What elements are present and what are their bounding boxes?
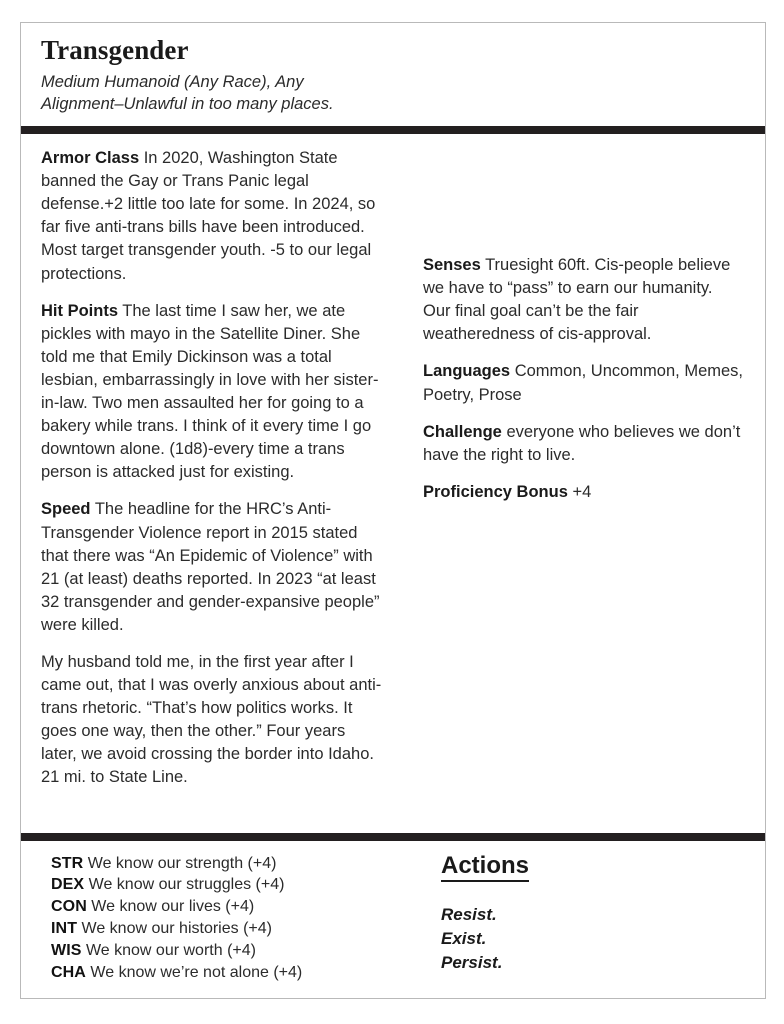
entry-text: Truesight 60ft. Cis-people believe we have to “pass” to earn our humanity. Our final goal can’t be the fair weatheredness of cis-approval. bbox=[423, 256, 731, 344]
entry-text: My husband told me, in the first year after I came out, that I was overly anxious about anti-trans rhetoric. “That’s how politics works. It goes one way, then the other.” Four years later, we avoid crossing the border into Idaho. 21 mi. to State Line. bbox=[41, 652, 382, 787]
ability-row-wis bbox=[51, 940, 409, 962]
page-title: Transgender bbox=[41, 35, 189, 65]
entry-label: Speed bbox=[41, 500, 91, 519]
action-item-resist: Resist. bbox=[441, 904, 497, 924]
ability-text: We know our lives (+4) bbox=[86, 898, 255, 916]
statblock-footer bbox=[21, 841, 765, 998]
ability-text: We know we’re not alone (+4) bbox=[85, 964, 303, 982]
statblock-card bbox=[20, 22, 766, 999]
ability-scores-block bbox=[21, 853, 421, 984]
ability-text: We know our worth (+4) bbox=[81, 942, 256, 960]
divider-bar-bottom bbox=[21, 833, 765, 841]
ability-row-int bbox=[51, 918, 409, 940]
entry-hit-points bbox=[41, 300, 385, 485]
ability-text: We know our strength (+4) bbox=[83, 854, 277, 872]
entry-label: Hit Points bbox=[41, 301, 118, 320]
ability-abbr: WIS bbox=[51, 942, 82, 960]
entry-text: everyone who believes we don’t have the right to live. bbox=[423, 422, 741, 464]
entry-challenge bbox=[423, 421, 743, 467]
entry-text: The headline for the HRC’s Anti-Transgender Violence report in 2015 stated that there was “An Epidemic of Violence” with 21 (at least) deaths reported. In 2023 “at least 32 transgender and gender-expansive people” were killed. bbox=[41, 500, 380, 634]
right-column bbox=[403, 147, 765, 832]
entry-speed bbox=[41, 498, 385, 637]
entry-text: In 2020, Washington State banned the Gay or Trans Panic legal defense.+2 little too late for some. In 2024, so far five anti-trans bills have been introduced. Most target transgender youth. -5 to our legal protections. bbox=[41, 149, 376, 283]
entry-languages bbox=[423, 360, 743, 406]
action-item-exist: Exist. bbox=[441, 929, 487, 949]
ability-abbr: CON bbox=[51, 898, 87, 916]
ability-text: We know our struggles (+4) bbox=[84, 876, 285, 894]
entry-label: Challenge bbox=[423, 422, 502, 441]
ability-row-con bbox=[51, 896, 409, 918]
entry-label: Proficiency Bonus bbox=[423, 482, 568, 501]
statblock-body bbox=[21, 134, 765, 832]
entry-husband-note bbox=[41, 651, 385, 790]
actions-block bbox=[421, 853, 765, 984]
left-column bbox=[21, 147, 403, 832]
right-column-spacer bbox=[423, 147, 743, 254]
ability-row-str bbox=[51, 853, 409, 875]
ability-text: We know our histories (+4) bbox=[77, 920, 272, 938]
action-item-persist: Persist. bbox=[441, 953, 503, 973]
ability-row-dex bbox=[51, 874, 409, 896]
entry-text: The last time I saw her, we ate pickles with mayo in the Satellite Diner. She told me that Emily Dickinson was a total lesbian, embarrassingly in love with her sister-in-law. Two men assaulted her for going to a bakery while trans. I think of it every time I go downtown alone. (1d8)-every time a trans person is attacked just for existing. bbox=[41, 301, 379, 482]
entry-label: Armor Class bbox=[41, 149, 140, 168]
entry-text: Common, Uncommon, Memes, Poetry, Prose bbox=[423, 362, 744, 404]
statblock-header bbox=[21, 23, 765, 126]
ability-row-cha bbox=[51, 962, 409, 984]
ability-abbr: STR bbox=[51, 854, 84, 872]
entry-senses bbox=[423, 254, 743, 346]
ability-abbr: DEX bbox=[51, 876, 85, 894]
ability-abbr: CHA bbox=[51, 964, 86, 982]
entry-text: +4 bbox=[567, 482, 592, 501]
entry-label: Senses bbox=[423, 256, 481, 275]
actions-heading: Actions bbox=[441, 853, 529, 882]
ability-abbr: INT bbox=[51, 920, 78, 938]
entry-armor-class bbox=[41, 147, 385, 286]
creature-subtitle: Medium Humanoid (Any Race), Any Alignment–Unlawful in too many places. bbox=[41, 73, 334, 114]
divider-bar-top bbox=[21, 126, 765, 134]
entry-proficiency-bonus bbox=[423, 481, 743, 504]
entry-label: Languages bbox=[423, 362, 511, 381]
